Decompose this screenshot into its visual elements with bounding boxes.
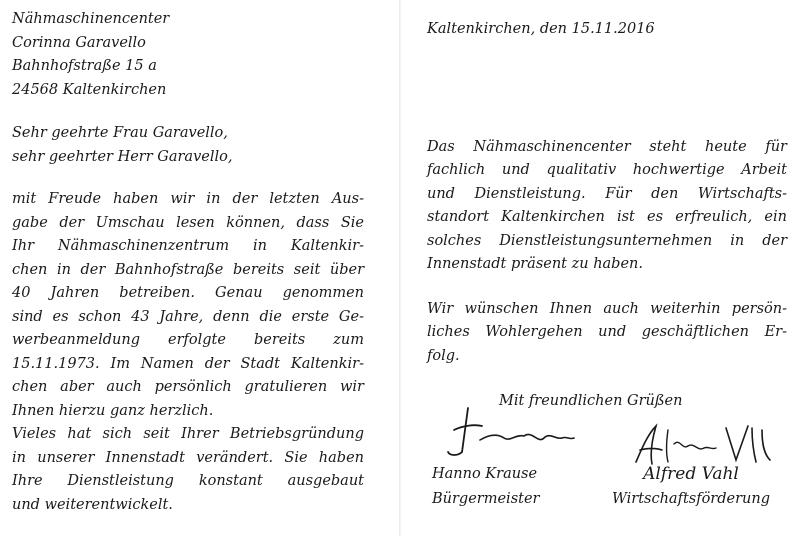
body-line: Wir wünschen Ihnen auch weiterhin persön- xyxy=(427,300,787,317)
salutation xyxy=(12,122,364,169)
closing-line: Mit freundlichen Grüßen xyxy=(499,393,683,409)
address-line: Nähmaschinencenter xyxy=(12,11,170,27)
body-text-right-paragraph-1 xyxy=(427,136,787,277)
body-line: Innenstadt präsent zu haben. xyxy=(427,256,643,272)
body-line: chen in der Bahnhofstraße bereits seit über xyxy=(12,261,364,278)
signer-name: Hanno Krause xyxy=(432,466,538,482)
body-line: Ihr Nähmaschinenzentrum in Kaltenkir- xyxy=(12,238,364,254)
signer-title: Wirtschaftsförderung xyxy=(611,491,770,507)
salutation-line: sehr geehrter Herr Garavello, xyxy=(12,148,233,165)
recipient-address xyxy=(12,8,364,102)
address-line: Corinna Garavello xyxy=(12,34,146,51)
date-line: Kaltenkirchen, den 15.11.2016 xyxy=(427,21,655,37)
body-line: mit Freude haben wir in der letzten Aus- xyxy=(12,191,364,207)
body-line: liches Wohlergehen und geschäftlichen Er- xyxy=(427,324,787,340)
body-line: Vieles hat sich seit Ihrer Betriebsgründung xyxy=(12,426,364,442)
body-line: gabe der Umschau lesen können, dass Sie xyxy=(12,214,364,231)
body-line: 40 Jahren betreiben. Genau genommen xyxy=(12,285,364,301)
salutation-line: Sehr geehrte Frau Garavello, xyxy=(12,125,228,141)
body-line: chen aber auch persönlich gratulieren wir xyxy=(12,379,364,395)
signer-block xyxy=(432,462,562,512)
body-line: standort Kaltenkirchen ist es erfreulich, ein xyxy=(427,209,787,225)
body-text-right-paragraph-2 xyxy=(427,298,787,369)
body-line: und weiterentwickelt. xyxy=(12,496,173,513)
body-line: fachlich und qualitativ hochwertige Arbeit xyxy=(427,162,787,178)
signature-hanno-krause xyxy=(440,400,580,460)
body-line: und Dienstleistung. Für den Wirtschafts- xyxy=(427,185,787,202)
signer-block xyxy=(596,462,786,512)
body-line: sind es schon 43 Jahre, denn die erste Ge- xyxy=(12,308,364,325)
address-line: Bahnhofstraße 15 a xyxy=(12,58,157,74)
page-fold xyxy=(399,0,401,536)
body-line: Ihnen hierzu ganz herzlich. xyxy=(12,402,214,419)
signer-name: Alfred Vahl xyxy=(643,464,739,484)
body-text-left xyxy=(12,188,364,517)
signer-title: Bürgermeister xyxy=(432,491,540,507)
body-line: in unserer Innenstadt verändert. Sie haben xyxy=(12,449,364,466)
body-line: solches Dienstleistungsunternehmen in der xyxy=(427,232,787,249)
body-line: werbeanmeldung erfolgte bereits zum xyxy=(12,332,364,348)
right-column xyxy=(427,18,787,368)
body-line: Ihre Dienstleistung konstant ausgebaut xyxy=(12,473,364,489)
body-line: folg. xyxy=(427,347,460,364)
address-line: 24568 Kaltenkirchen xyxy=(12,81,167,98)
body-line: Das Nähmaschinencenter steht heute für xyxy=(427,138,787,155)
left-column xyxy=(12,8,364,517)
body-line: 15.11.1973. Im Namen der Stadt Kaltenkir- xyxy=(12,355,364,372)
